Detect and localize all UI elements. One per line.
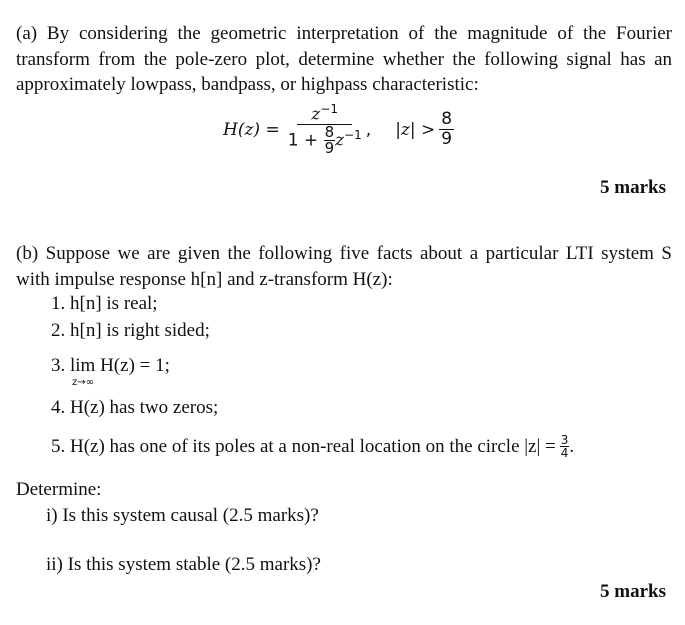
circle-radius-fraction: $\frac{3}{4}$ xyxy=(560,433,569,460)
transfer-function-equation: H(z) = $z^{-1}$ 1 + $\frac{8}{9}$ $z^{-1}$ , |z| > $\frac{8}{9}$ xyxy=(223,102,453,158)
equation-lhs: H(z) = xyxy=(223,119,280,140)
roc-fraction: $\frac{8}{9}$ xyxy=(441,109,453,150)
roc-condition: |z| > xyxy=(395,119,436,140)
equation-fraction: $z^{-1}$ 1 + $\frac{8}{9}$ $z^{-1}$ xyxy=(287,102,362,158)
fact-5: 5. H(z) has one of its poles at a non-real location on the circle |z| = $\frac{3}{4}$ . xyxy=(51,433,575,460)
part-a-text: (a) By considering the geometric interpretation of the magnitude of the Fourier transform from the pole-zero plot, determine whether the following signal has an approximately lowpass, bandpass, or highpass characteristic: xyxy=(16,23,672,95)
question-i: i) Is this system causal (2.5 marks)? xyxy=(46,505,319,526)
part-b-intro: (b) Suppose we are given the following five facts about a particular LTI system S with impulse response h[n] and z-transform H(z): xyxy=(16,243,672,290)
den-eight-ninths: $\frac{8}{9}$ xyxy=(324,123,335,158)
part-a-marks: 5 marks xyxy=(600,177,666,198)
fact-4: 4. H(z) has two zeros; xyxy=(51,397,219,418)
question-ii: ii) Is this system stable (2.5 marks)? xyxy=(46,554,321,575)
part-b-marks: 5 marks xyxy=(600,581,666,602)
fact-1: 1. h[n] is real; xyxy=(51,293,158,314)
fact-2: 2. h[n] is right sided; xyxy=(51,320,210,341)
lim-subscript: z→∞ xyxy=(72,377,94,388)
fact-3: 3. lim H(z) = 1; xyxy=(51,355,170,376)
determine-label: Determine: xyxy=(16,479,102,500)
part-a-question xyxy=(16,21,672,98)
